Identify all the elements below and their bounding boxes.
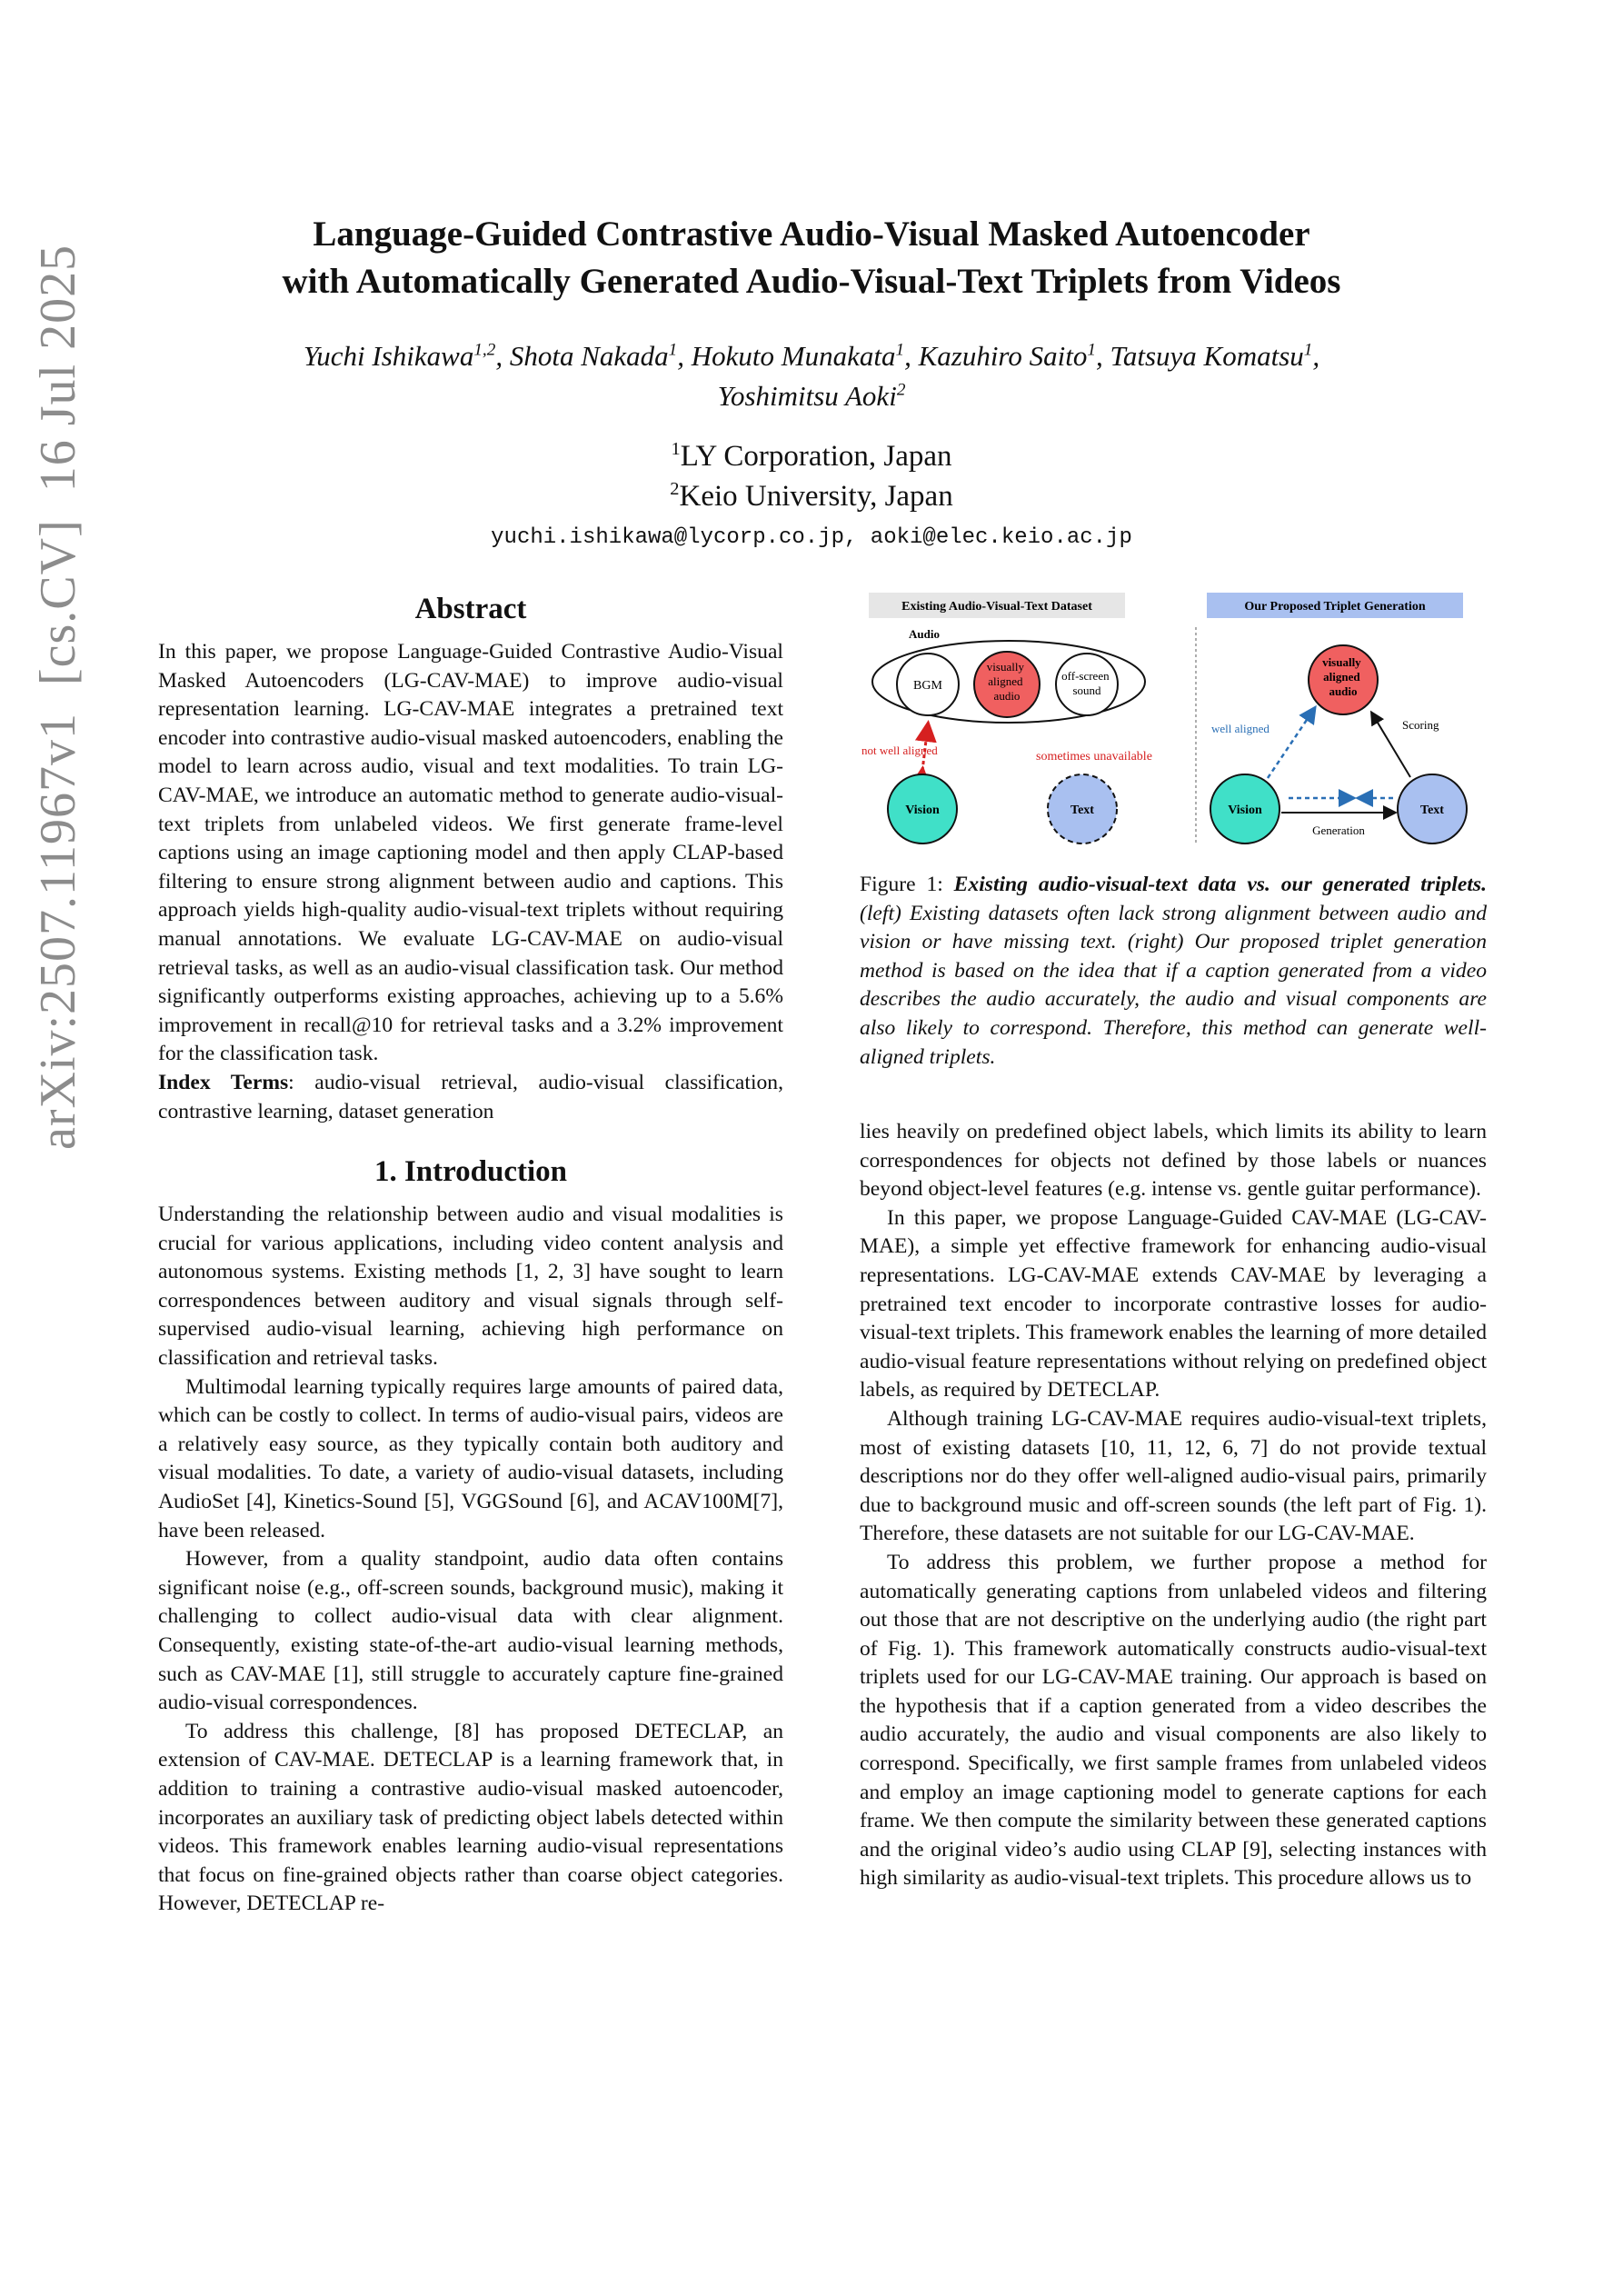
caption-label: Figure 1: [860, 873, 943, 896]
aar-line: audio [1329, 684, 1358, 698]
author-sup: 1 [1087, 340, 1096, 360]
body-paragraph: lies heavily on predefined object labels, which limits its ability to learn correspondences for objects not defined by those labels or nuances beyond object-level features (e.g. intense vs. gentle guitar performance). [860, 1120, 1487, 1202]
author-sup: 1 [1303, 340, 1313, 360]
vaa-line: audio [993, 689, 1021, 703]
caption-bold: Existing audio-visual-text data vs. our generated triplets. [953, 873, 1487, 896]
text-label-left: Text [1070, 804, 1094, 817]
author: Shota Nakada [509, 340, 669, 372]
author-list: Yuchi Ishikawa$^{1,2}$, Shota Nakada$^1$, Hokuto Munakata$^1$, Kazuhiro Saito$^1$, Tatsuya Komatsu$^1$, Yoshimitsu Aoki$^2$ [303, 340, 1320, 412]
well-aligned-arrow-down [1270, 714, 1307, 773]
author-sup: 1 [895, 340, 905, 360]
index-terms-text: : audio-visual retrieval, audio-visual classification, contrastive learning, dataset generation [158, 1070, 783, 1123]
sometimes-unavailable-label: sometimes unavailable [1036, 750, 1152, 764]
vision-label-right: Vision [1228, 804, 1262, 817]
body-paragraph: To address this problem, we further propose a method for automatically generating captions from unlabeled videos and filtering out those that are not descriptive on the underlying audio (the right part of Fig. 1). This framework automatically constructs audio-visual-text triplets used for our LG-CAV-MAE training. Our approach is based on the hypothesis that if a caption generated from a video describes the audio accurately, the audio and visual components are also likely to correspond. Specifically, we first sample frames from unlabeled videos and employ an image captioning model to generate captions for each frame. We then compute the similarity between these generated captions and the original video’s audio using CLAP [9], selecting instances with high similarity as audio-visual-text triplets. This procedure allows us to [860, 1550, 1487, 1891]
author-sup: 1 [668, 340, 678, 360]
title-line-1: Language-Guided Contrastive Audio-Visual Masked Autoencoder [313, 215, 1310, 254]
author: Yoshimitsu Aoki [717, 380, 897, 412]
abstract-heading: Abstract [414, 593, 527, 625]
right-column [860, 1118, 1487, 1893]
aar-line: visually [1322, 655, 1361, 669]
intro-paragraph: Understanding the relationship between audio and visual modalities is crucial for various applications, including video content analysis and autonomous systems. Existing methods [1, 2, 3] have sought to learn correspondences between auditory and visual signals through self-supervised audio-visual learning, achieving high performance on classification and retrieval tasks. [158, 1203, 783, 1371]
author-sup: 1,2 [473, 340, 496, 360]
left-panel-header: Existing Audio-Visual-Text Dataset [901, 600, 1092, 614]
author: Kazuhiro Saito [918, 340, 1088, 372]
offscreen-line: sound [1072, 684, 1101, 697]
body-paragraph: Although training LG-CAV-MAE requires audio-visual-text triplets, most of existing datasets [10, 11, 12, 6, 7] do not provide textual descriptions nor do they offer well-aligned audio-visual pairs, primarily due to background music and off-screen sounds (the left part of Fig. 1). Therefore, these datasets are not suitable for our LG-CAV-MAE. [860, 1406, 1487, 1546]
not-well-aligned-label: not well aligned [861, 744, 938, 757]
scoring-label: Scoring [1402, 718, 1439, 732]
affiliation: LY Corporation, Japan [680, 440, 952, 473]
affil-sup: 2 [670, 479, 680, 499]
author-emails: yuchi.ishikawa@lycorp.co.jp, aoki@elec.keio.ac.jp [491, 525, 1132, 550]
title-line-2: with Automatically Generated Audio-Visual-Text Triplets from Videos [282, 262, 1341, 301]
author-sup: 2 [896, 380, 906, 400]
vaa-line: visually [986, 660, 1024, 674]
generation-label: Generation [1312, 824, 1365, 837]
audio-label: Audio [909, 627, 940, 641]
arxiv-stamp: arXiv:2507.11967v1 [cs.CV] 16 Jul 2025 [30, 244, 86, 1150]
offscreen-line: off-screen [1061, 669, 1110, 683]
intro-paragraph: However, from a quality standpoint, audio data often contains significant noise (e.g., off-screen sounds, background music), making it challenging to collect audio-visual data with clear alignment. Consequently, existing state-of-the-art audio-visual learning methods, such as CAV-MAE [1], still struggle to accurately capture fine-grained audio-visual correspondences. [158, 1547, 783, 1715]
author: Tatsuya Komatsu [1110, 340, 1304, 372]
intro-paragraph: To address this challenge, [8] has proposed DETECLAP, an extension of CAV-MAE. DETECLAP is a learning framework that, in addition to training a contrastive audio-visual masked autoencoder, incorporates an auxiliary task of predicting object labels detected within videos. This framework enables learning audio-visual representations that focus on fine-grained objects rather than coarse object categories. However, DETECLAP re- [158, 1719, 783, 1916]
vision-label-left: Vision [905, 804, 940, 817]
author: Yuchi Ishikawa [303, 340, 474, 372]
well-aligned-label: well aligned [1211, 722, 1270, 735]
figure-1 [861, 591, 1479, 850]
author: Hokuto Munakata [691, 340, 896, 372]
caption-text: (left) Existing datasets often lack strong alignment between audio and vision or have missing text. (right) Our proposed triplet generation method is based on the idea that if a caption generated from a video describes the audio accurately, the audio and visual components are also likely to correspond. Therefore, this method can generate well-aligned triplets. [860, 901, 1487, 1069]
abstract-text: In this paper, we propose Language-Guided Contrastive Audio-Visual Masked Autoencoders (LG-CAV-MAE) to improve audio-visual representation learning. LG-CAV-MAE integrates a pretrained text encoder into contrastive audio-visual masked autoencoders, enabling the model to learn across audio, visual and text modalities. To train LG-CAV-MAE, we introduce an automatic method to generate audio-visual-text triplets from unlabeled videos. We first generate frame-level captions using an image captioning model and then apply CLAP-based filtering to ensure strong alignment between audio and captions. This approach yields high-quality audio-visual-text triplets without requiring manual annotations. We evaluate LG-CAV-MAE on audio-visual retrieval tasks, as well as an audio-visual classification task. Our method significantly outperforms existing approaches, achieving up to a 5.6% improvement in recall@10 for retrieval tasks and a 3.2% improvement for the classification task. [158, 640, 783, 1066]
affiliations [136, 436, 1487, 516]
well-aligned-arrow-up [1268, 709, 1314, 778]
figure-caption [860, 871, 1487, 1072]
right-panel-header: Our Proposed Triplet Generation [1244, 600, 1426, 614]
affil-sup: 1 [671, 439, 681, 459]
index-terms-label: Index Terms [158, 1070, 289, 1094]
paper-title [136, 211, 1487, 305]
left-column [158, 591, 783, 1919]
intro-heading: 1. Introduction [373, 1155, 568, 1189]
text-label-right: Text [1420, 804, 1444, 817]
vaa-line: aligned [988, 674, 1023, 688]
intro-paragraph: Multimodal learning typically requires large amounts of paired data, which can be costly to collect. In terms of audio-visual pairs, videos are a relatively easy source, as they typically contain both auditory and visual modalities. To date, a variety of audio-visual datasets, including AudioSet [4], Kinetics-Sound [5], VGGSound [6], and ACAV100M[7], have been released. [158, 1374, 783, 1542]
affiliation: Keio University, Japan [679, 480, 953, 513]
index-terms [158, 1069, 783, 1126]
aar-line: aligned [1323, 670, 1360, 684]
bgm-label: BGM [913, 679, 942, 693]
body-paragraph: In this paper, we propose Language-Guided CAV-MAE (LG-CAV-MAE), a simple yet effective framework for enhancing audio-visual representations. LG-CAV-MAE extends CAV-MAE by leveraging a pretrained text encoder to incorporate contrastive losses for audio-visual-text triplets. This framework enables the learning of more detailed audio-visual feature representations without relying on predefined object labels, as required by DETECLAP. [860, 1205, 1487, 1403]
